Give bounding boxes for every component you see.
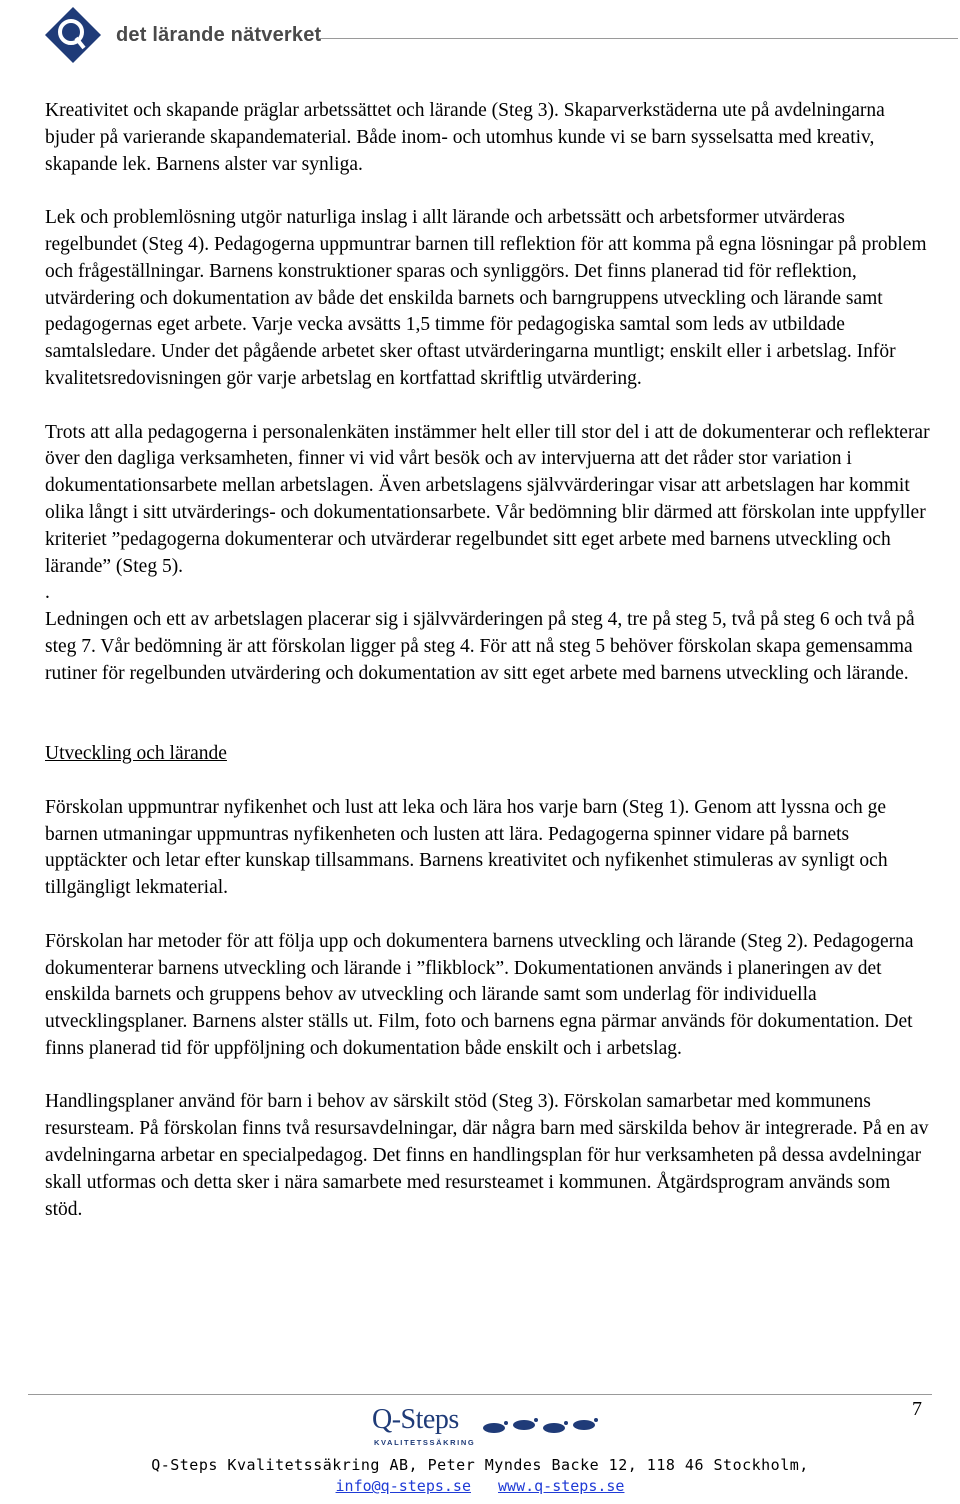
paragraph: . [45,582,50,604]
footer-links [0,1477,960,1495]
logo-name: Q-Steps [372,1404,459,1435]
section-heading: Utveckling och lärande [45,743,227,765]
brand-name: det lärande nätverket [116,24,322,46]
website-link[interactable]: www.q-steps.se [498,1477,625,1495]
q-steps-logo [372,1404,602,1452]
header-divider [318,38,958,39]
paragraph: Trots att alla pedagogerna i personalenkäten instämmer helt eller till stor del i att de dokumenterar och reflekterar över den dagliga verksamheten, finner vi vid vårt besök och av intervjuerna att det råder stor variation i dokumentationsarbete mellan arbetslagen. Även arbetslagens självvärderingar visar att arbetslagen har kommit olika långt i sitt utvärderings- och dokumentationsarbete. Vår bedömning blir därmed att förskolan inte uppfyller kriteriet ”pedagogerna dokumenterar och utvärderar regelbundet sitt eget arbete med barnens utveckling och lärande” (Steg 5). [45,421,930,577]
footer-address: Q-Steps Kvalitetssäkring AB, Peter Myndes Backe 12, 118 46 Stockholm, [151,1456,809,1474]
q-logo-icon [44,6,102,64]
paragraph: Kreativitet och skapande präglar arbetssättet och lärande (Steg 3). Skaparverkstäderna ute på avdelningarna bjuder på varierande skapandematerial. Både inom- och utomhus kunde vi se barn sysselsatta med kreativ, skapande lek. Barnens alster var synliga. [45,100,885,175]
paragraph: Lek och problemlösning utgör naturliga inslag i allt lärande och arbetssätt och arbetsformer utvärderas regelbundet (Steg 4). Pedagogerna uppmuntrar barnen till reflektion för att komma på egna lösningar på problem och frågeställningar. Barnens konstruktioner sparas och synliggörs. Det finns planerad tid för reflektion, utvärdering och dokumentation av både det enskilda barnets och barngruppens utveckling och lärande samt pedagogernas eget arbete. Varje vecka avsätts 1,5 timme för pedagogiska samtal som leds av utbildade samtalsledare. Under det pågående arbetet sker oftast utvärderingarna muntligt; enskilt eller i arbetslag. Inför kvalitetsredovisningen gör varje arbetslag en kortfattad skriftlig utvärdering. [45,207,927,389]
logo-subtitle: KVALITETSSÄKRING [374,1438,476,1447]
paragraph: Förskolan uppmuntrar nyfikenhet och lust att leka och lära hos varje barn (Steg 1). Genom att lyssna och ge barnen utmaningar uppmuntras nyfikenheten och lusten att lära. Pedagogerna spinner vidare på barnets upptäckter och letar efter kunskap tillsammans. Barnens kreativitet och nyfikenhet stimuleras av synligt och tillgängligt lekmaterial. [45,796,888,899]
paragraph: Förskolan har metoder för att följa upp och dokumentera barnens utveckling och lärande (Steg 2). Pedagogerna dokumenterar barnens utveckling och lärande i ”flikblock”. Dokumentationen används i planeringen av det enskilda barnets och gruppens behov av utveckling och lärande samt som underlag för individuella utvecklingsplaner. Barnens alster ställs ut. Film, foto och barnens egna pärmar används för dokumentation. Det finns planerad tid för uppföljning och dokumentation både enskilt och i arbetslag. [45,930,914,1059]
footprints-icon [482,1412,602,1440]
footer-divider [28,1394,932,1395]
paragraph: Handlingsplaner använd för barn i behov av särskilt stöd (Steg 3). Förskolan samarbetar med kommunens resursteam. På förskolan finns två resursavdelningar, där några barn med särskilda behov är integrerade. På en av avdelningarna arbetar en specialpedagog. Det finns en handlingsplan för hur verksamheten på dessa avdelningar skall utformas och detta sker i nära samarbete med resursteamet i kommunen. Åtgärdsprogram används som stöd. [45,1091,929,1220]
paragraph: Ledningen och ett av arbetslagen placerar sig i självvärderingen på steg 4, tre på steg 5, två på steg 6 och två på steg 7. Vår bedömning är att förskolan ligger på steg 4. För att nå steg 5 behöver förskolan skapa gemensamma rutiner för regelbunden utvärdering och dokumentation av sitt eget arbete med barnens utveckling och lärande. [45,609,915,684]
email-link[interactable]: info@q-steps.se [335,1477,471,1495]
page-header [0,0,960,72]
document-body [45,98,930,1223]
page-number: 7 [912,1398,922,1420]
